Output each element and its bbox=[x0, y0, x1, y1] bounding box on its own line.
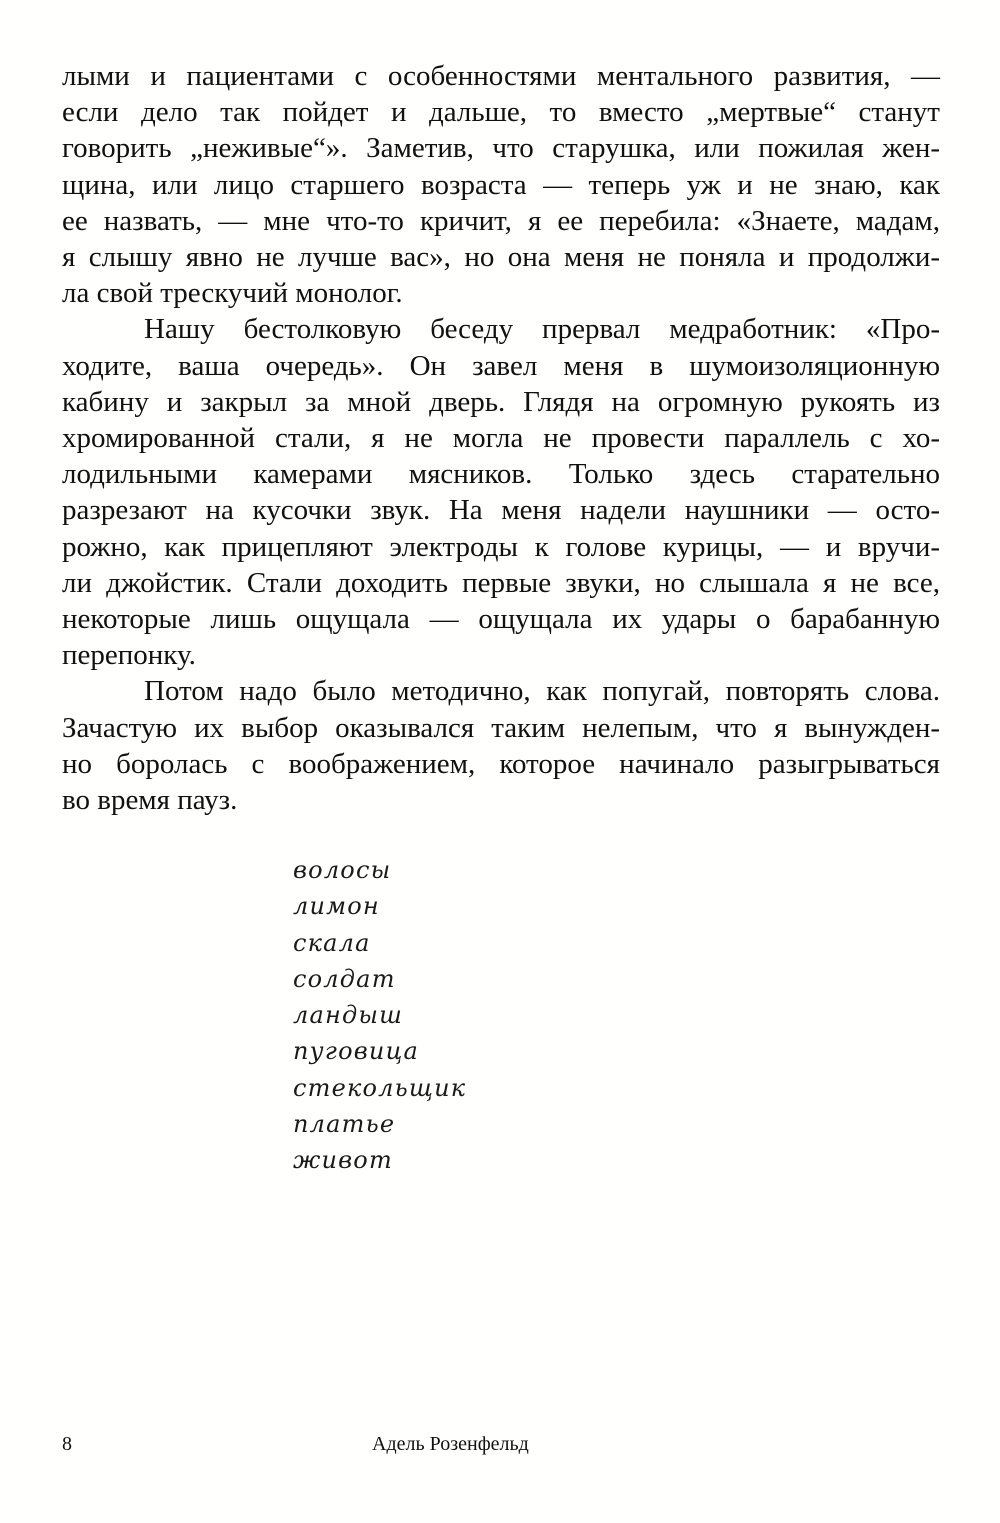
running-footer-author: Адель Розенфельд bbox=[372, 1433, 529, 1455]
page-number: 8 bbox=[62, 1433, 72, 1455]
word-list-item: живот bbox=[293, 1146, 393, 1175]
text-line: Потом надо было методично, как попугай, повторять слова. bbox=[144, 675, 940, 708]
word-list bbox=[293, 852, 466, 1179]
word-list-item: солдат bbox=[293, 964, 396, 993]
text-line: перепонку. bbox=[62, 639, 196, 672]
text-line: разрезают на кусочки звук. На меня надели наушники — осто- bbox=[62, 494, 940, 527]
text-line: рожно, как прицепляют электроды к голове курицы, — и вручи- bbox=[62, 530, 940, 563]
text-line: ла свой трескучий монолог. bbox=[62, 277, 403, 310]
word-list-item: платье bbox=[293, 1110, 396, 1139]
text-line: ходите, ваша очередь». Он завел меня в шумоизоляционную bbox=[62, 349, 940, 382]
text-line: щина, или лицо старшего возраста — теперь уж и не знаю, как bbox=[62, 168, 940, 201]
text-line: ее назвать, — мне что-то кричит, я ее перебила: «Знаете, мадам, bbox=[62, 204, 940, 237]
word-list-item: ландыш bbox=[293, 1001, 404, 1030]
text-line: лодильными камерами мясников. Только здесь старательно bbox=[62, 458, 940, 491]
text-line: говорить „неживые“». Заметив, что старушка, или пожилая жен- bbox=[62, 132, 940, 165]
text-line: кабину и закрыл за мной дверь. Глядя на огромную рукоять из bbox=[62, 385, 940, 418]
text-line: если дело так пойдет и дальше, то вместо „мертвые“ станут bbox=[62, 96, 940, 129]
word-list-item: стекольщик bbox=[293, 1073, 467, 1102]
text-line: я слышу явно не лучше вас», но она меня не поняла и продолжи- bbox=[62, 241, 940, 274]
word-list-item: пуговица bbox=[293, 1037, 420, 1066]
text-line: лыми и пациентами с особенностями ментального развития, — bbox=[62, 60, 940, 92]
body-text bbox=[62, 58, 940, 818]
word-list-item: лимон bbox=[293, 892, 380, 921]
text-line: некоторые лишь ощущала — ощущала их удары о барабанную bbox=[62, 603, 940, 636]
word-list-item: скала bbox=[293, 928, 371, 957]
text-line: Нашу бестолковую беседу прервал медработник: «Про- bbox=[144, 313, 940, 346]
text-line: ли джойстик. Стали доходить первые звуки, но слышала я не все, bbox=[62, 566, 940, 599]
word-list-item: волосы bbox=[293, 856, 392, 884]
text-line: Зачастую их выбор оказывался таким нелепым, что я вынужден- bbox=[62, 711, 940, 744]
text-line: во время пауз. bbox=[62, 784, 238, 817]
text-line: хромированной стали, я не могла не провести параллель с хо- bbox=[62, 422, 940, 455]
text-line: но боролась с воображением, которое начинало разыгрываться bbox=[62, 747, 940, 780]
